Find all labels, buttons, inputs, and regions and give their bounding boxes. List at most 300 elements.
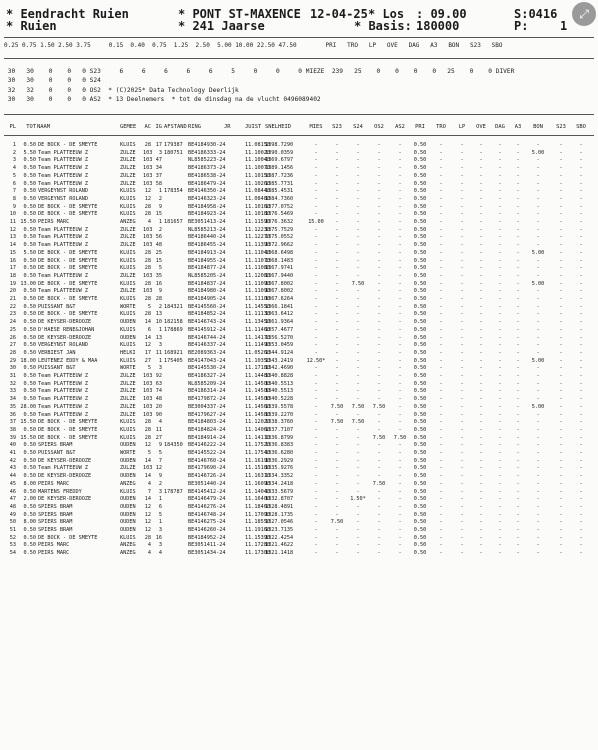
- cell-ove: -: [479, 249, 483, 256]
- cell-tot: 0.50: [23, 203, 36, 210]
- cell-mies: -: [314, 511, 318, 518]
- cell-pl: 2: [12, 149, 16, 156]
- cell-sbo: -: [579, 157, 583, 164]
- cell-pri: 0.50: [413, 288, 427, 295]
- cell-s24: -: [356, 296, 360, 302]
- cell-pri: 0.50: [413, 342, 427, 349]
- cell-uur: 11.11490: [245, 342, 270, 349]
- cell-dag: -: [498, 511, 502, 518]
- cell-gem: ZULZE: [120, 465, 136, 472]
- cell-tro: -: [439, 550, 443, 557]
- cell-snel: 1357.4677: [265, 326, 294, 333]
- cell-s24: -: [356, 373, 360, 379]
- table-row: [0, 365, 598, 373]
- cell-a3: -: [516, 280, 520, 287]
- cell-sbo: -: [579, 450, 583, 456]
- cell-ac: 103: [143, 157, 153, 164]
- cell-s23b: -: [559, 157, 563, 164]
- cell-pl: 54: [9, 550, 16, 557]
- cell-pri: 0.50: [413, 311, 427, 318]
- cell-snel: 1376.3632: [265, 219, 294, 225]
- table-row: [0, 327, 598, 335]
- cell-gem: KLUIS: [120, 426, 136, 433]
- cell-s23: 7.50: [330, 519, 344, 526]
- cell-mies: -: [314, 195, 318, 202]
- cell-tot: 5.50: [23, 249, 36, 256]
- cell-mies: 12.50*: [306, 357, 326, 364]
- cell-sbo: -: [579, 442, 583, 449]
- cell-s24: -: [356, 426, 360, 433]
- cell-bon: -: [536, 419, 540, 426]
- cell-ig: 92: [155, 373, 162, 379]
- cell-sbo: -: [579, 519, 583, 526]
- cell-mies: -: [314, 242, 318, 249]
- cell-afst: 182158: [164, 319, 183, 326]
- cell-tot: 15.50: [20, 434, 36, 441]
- cell-ring: BE3051440-24: [188, 480, 226, 487]
- cell-tro: -: [439, 388, 443, 395]
- cell-as2: -: [398, 396, 402, 403]
- cell-pl: 13: [9, 234, 16, 241]
- cell-tot: 0.50: [23, 180, 36, 187]
- cell-dag: -: [498, 149, 502, 156]
- cell-uur: 11.11040: [245, 249, 270, 256]
- cell-as2: -: [398, 349, 402, 356]
- table-row: [0, 489, 598, 497]
- cell-uur: 11.16090: [245, 480, 270, 487]
- cell-tro: -: [439, 450, 443, 456]
- cell-snel: 1321.1418: [265, 550, 294, 557]
- cell-os2: -: [377, 265, 381, 272]
- cell-lp: -: [460, 257, 464, 264]
- cell-ig: 63: [155, 380, 162, 387]
- cell-os2: -: [377, 542, 381, 549]
- cell-name: DE KEYSER-DEROOZE: [38, 496, 92, 503]
- cell-snel: 1340.5513: [265, 380, 294, 387]
- cell-os2: -: [377, 180, 381, 187]
- table-row: [0, 542, 598, 550]
- cell-ac: 28: [144, 296, 151, 302]
- cell-gem: OUDEN: [120, 473, 136, 480]
- cell-snel: 1375.7529: [265, 226, 294, 233]
- cell-ig: 3: [158, 365, 162, 372]
- cell-os2: -: [377, 380, 381, 387]
- cell-os2: -: [377, 527, 381, 533]
- cell-s23: -: [335, 242, 339, 249]
- cell-name: VERGEYNST ROLAND: [38, 195, 88, 202]
- cell-mies: -: [314, 388, 318, 395]
- cell-tro: -: [439, 473, 443, 480]
- cell-ring: BE4146275-24: [188, 519, 226, 526]
- table-row: [0, 535, 598, 543]
- cell-name: DE BOCK - DE SMEYTE: [38, 211, 98, 218]
- cell-gem: ZULZE: [120, 234, 136, 241]
- cell-ig: 10: [155, 319, 162, 326]
- cell-lp: -: [460, 534, 464, 541]
- cell-tot: 0.50: [23, 542, 36, 549]
- cell-gem: KLUIS: [120, 195, 136, 202]
- cell-ring: BE4146337-24: [188, 342, 226, 349]
- cell-os2: -: [377, 172, 381, 179]
- table-row: [0, 381, 598, 389]
- cell-os2: -: [377, 503, 381, 510]
- cell-dag: -: [498, 419, 502, 426]
- cell-s23b: -: [559, 349, 563, 356]
- expand-control-icon[interactable]: ⤢: [572, 2, 596, 26]
- cell-s24: -: [356, 195, 360, 202]
- cell-ring: BE4186479-24: [188, 180, 226, 187]
- cell-name: Team PLATTEEUW Z: [38, 172, 88, 179]
- cell-mies: -: [314, 226, 318, 233]
- cell-as2: -: [398, 272, 402, 279]
- cell-a3: -: [516, 365, 520, 372]
- cell-os2: -: [377, 219, 381, 225]
- cell-s23: -: [335, 503, 339, 510]
- cell-pl: 25: [9, 326, 16, 333]
- cell-tro: -: [439, 380, 443, 387]
- cell-sbo: -: [579, 334, 583, 341]
- cell-lp: -: [460, 296, 464, 302]
- cell-bon: -: [536, 326, 540, 333]
- cell-snel: 1368.1483: [265, 257, 294, 264]
- cell-bon: -: [536, 411, 540, 418]
- cell-a3: -: [516, 334, 520, 341]
- cell-name: DE BOCK - DE SMEYTE: [38, 203, 98, 210]
- cell-mies: -: [314, 311, 318, 318]
- cell-ring: BE4186373-24: [188, 165, 226, 172]
- table-row: [0, 412, 598, 420]
- cell-s23: -: [335, 280, 339, 287]
- cell-sbo: -: [579, 172, 583, 179]
- cell-s23b: -: [559, 172, 563, 179]
- cell-as2: -: [398, 342, 402, 349]
- cell-a3: -: [516, 357, 520, 364]
- col-pri: PRI: [415, 124, 425, 130]
- cell-os2: -: [377, 249, 381, 256]
- cell-uur: 11.17090: [245, 511, 270, 518]
- cell-tot: 0.50: [23, 550, 36, 557]
- cell-sbo: -: [579, 365, 583, 372]
- cell-ac: 103: [143, 288, 153, 295]
- cell-ig: 2: [158, 480, 162, 487]
- cell-s23b: -: [559, 457, 563, 464]
- cell-a3: -: [516, 419, 520, 426]
- cell-tro: -: [439, 280, 443, 287]
- table-row: [0, 358, 598, 366]
- cell-s23: -: [335, 180, 339, 187]
- cell-ring: BE4184952-24: [188, 534, 226, 541]
- cell-sbo: -: [579, 195, 583, 202]
- cell-a3: -: [516, 219, 520, 225]
- cell-gem: KLUIS: [120, 211, 136, 218]
- cell-uur: 11.16310: [245, 473, 270, 480]
- cell-s23b: -: [559, 149, 563, 156]
- cell-uur: 11.12020: [245, 419, 270, 426]
- cell-tro: -: [439, 365, 443, 372]
- cell-lp: -: [460, 503, 464, 510]
- cell-bon: -: [536, 319, 540, 326]
- cell-tot: 0.50: [23, 211, 36, 218]
- cell-os2: -: [377, 303, 381, 310]
- cell-snel: 1340.5513: [265, 388, 294, 395]
- cell-a3: -: [516, 303, 520, 310]
- cell-gem: KLUIS: [120, 188, 136, 195]
- cell-s24: 7.50: [351, 403, 365, 410]
- cell-pri: 0.50: [413, 180, 427, 187]
- cell-lp: -: [460, 403, 464, 410]
- cell-ove: -: [479, 496, 483, 503]
- page-number: 1: [560, 19, 568, 33]
- cell-name: SPIERS BRAM: [38, 519, 73, 526]
- cell-lp: -: [460, 180, 464, 187]
- cell-sbo: -: [579, 411, 583, 418]
- cell-s24: -: [356, 488, 360, 495]
- cell-afst: 179387: [164, 142, 183, 148]
- cell-afst: 184321: [164, 303, 183, 310]
- cell-pl: 33: [9, 388, 16, 395]
- cell-ig: 48: [155, 396, 162, 403]
- cell-as2: -: [398, 488, 402, 495]
- cell-ig: 5: [158, 265, 162, 272]
- cell-name: PUISSANT B&T: [38, 365, 76, 372]
- cell-ac: 103: [143, 396, 153, 403]
- cell-gem: OUDEN: [120, 527, 136, 533]
- cell-ig: 58: [155, 180, 162, 187]
- cell-snel: 1343.2419: [265, 357, 294, 364]
- cell-uur: 11.11100: [245, 296, 270, 302]
- cell-uur: 11.11090: [245, 280, 270, 287]
- cell-gem: ZULZE: [120, 380, 136, 387]
- cell-s23b: -: [559, 195, 563, 202]
- cell-tro: -: [439, 419, 443, 426]
- table-row: [0, 157, 598, 165]
- table-row: [0, 504, 598, 512]
- cell-a3: -: [516, 373, 520, 379]
- cell-pri: 0.50: [413, 480, 427, 487]
- cell-tot: 0.50: [23, 265, 36, 272]
- basis-value: 180000: [416, 19, 460, 33]
- cell-pl: 42: [9, 457, 16, 464]
- col-mies: MIES: [309, 124, 323, 130]
- cell-ove: -: [479, 511, 483, 518]
- cell-s24: -: [356, 465, 360, 472]
- cell-ove: -: [479, 188, 483, 195]
- cell-s23b: -: [559, 426, 563, 433]
- cell-bon: -: [536, 165, 540, 172]
- cell-s24: -: [356, 542, 360, 549]
- cell-name: SPIERS BRAM: [38, 503, 73, 510]
- cell-s24: -: [356, 334, 360, 341]
- cell-ig: 1: [158, 219, 162, 225]
- table-row: [0, 335, 598, 343]
- cell-mies: -: [314, 419, 318, 426]
- cell-name: DE BOCK - DE SMEYTE: [38, 434, 98, 441]
- cell-pl: 48: [9, 503, 16, 510]
- cell-bon: -: [536, 272, 540, 279]
- cell-sbo: -: [579, 319, 583, 326]
- cell-os2: -: [377, 149, 381, 156]
- cell-os2: -: [377, 195, 381, 202]
- cell-gem: KLUIS: [120, 257, 136, 264]
- cell-ig: 35: [155, 272, 162, 279]
- cell-ac: 14: [144, 319, 151, 326]
- cell-as2: -: [398, 157, 402, 164]
- cell-as2: -: [398, 195, 402, 202]
- cell-ove: -: [479, 403, 483, 410]
- cell-ring: BE4146748-24: [188, 511, 226, 518]
- cell-s24: 7.50: [351, 419, 365, 426]
- cell-uur: 11.14040: [245, 488, 270, 495]
- cell-ig: 34: [155, 165, 162, 172]
- basis-label: * Basis:: [354, 19, 412, 33]
- cell-gem: ZULZE: [120, 172, 136, 179]
- cell-ring: BE4186440-24: [188, 234, 226, 241]
- cell-bon: -: [536, 373, 540, 379]
- cell-s23: -: [335, 165, 339, 172]
- col-dag: DAG: [495, 124, 505, 130]
- cell-ac: 103: [143, 180, 153, 187]
- cell-ac: 14: [144, 457, 151, 464]
- cell-s23b: -: [559, 219, 563, 225]
- cell-lp: -: [460, 442, 464, 449]
- cell-uur: 11.14560: [245, 403, 270, 410]
- cell-ig: 5: [158, 450, 162, 456]
- cell-gem: OUDEN: [120, 319, 136, 326]
- table-row: [0, 219, 598, 227]
- cell-a3: -: [516, 550, 520, 557]
- cell-ring: BE4147043-24: [188, 357, 226, 364]
- cell-uur: 11.14500: [245, 396, 270, 403]
- cell-bon: -: [536, 542, 540, 549]
- cell-gem: KLUIS: [120, 534, 136, 541]
- cell-as2: -: [398, 188, 402, 195]
- cell-pri: 0.50: [413, 396, 427, 403]
- cell-a3: -: [516, 534, 520, 541]
- cell-s24: -: [356, 457, 360, 464]
- cell-dag: -: [498, 296, 502, 302]
- cell-ove: -: [479, 434, 483, 441]
- cell-s24: -: [356, 203, 360, 210]
- cell-afst: 175405: [164, 357, 183, 364]
- cell-as2: -: [398, 296, 402, 302]
- cell-as2: -: [398, 519, 402, 526]
- cell-s23b: -: [559, 226, 563, 233]
- table-row: [0, 196, 598, 204]
- cell-pri: 0.50: [413, 365, 427, 372]
- cell-uur: 11.14110: [245, 434, 270, 441]
- cell-pl: 21: [9, 296, 16, 302]
- cell-sbo: -: [579, 303, 583, 310]
- cell-pl: 37: [9, 419, 16, 426]
- cell-gem: ZULZE: [120, 226, 136, 233]
- cell-dag: -: [498, 219, 502, 225]
- cell-tot: 0.50: [23, 380, 36, 387]
- cell-ove: -: [479, 280, 483, 287]
- cell-lp: -: [460, 426, 464, 433]
- cell-bon: -: [536, 434, 540, 441]
- cell-ig: 3: [158, 149, 162, 156]
- cell-pri: 0.50: [413, 442, 427, 449]
- cell-a3: -: [516, 296, 520, 302]
- cell-tot: 0.50: [23, 311, 36, 318]
- cell-ig: 16: [155, 280, 162, 287]
- cell-os2: -: [377, 457, 381, 464]
- cell-dag: -: [498, 249, 502, 256]
- cell-pri: 0.50: [413, 326, 427, 333]
- cell-name: DE KEYSER-DEROOZE: [38, 457, 92, 464]
- cell-s24: -: [356, 480, 360, 487]
- cell-mies: -: [314, 326, 318, 333]
- divider: [4, 114, 594, 115]
- cell-ac: 12: [144, 342, 151, 349]
- cell-os2: -: [377, 426, 381, 433]
- cell-s23b: -: [559, 511, 563, 518]
- cell-name: DE BOCK - DE SMEYTE: [38, 249, 98, 256]
- cell-tot: 0.50: [23, 426, 36, 433]
- cell-as2: -: [398, 311, 402, 318]
- cell-s23: -: [335, 542, 339, 549]
- cell-tro: -: [439, 396, 443, 403]
- cell-as2: -: [398, 172, 402, 179]
- cell-as2: -: [398, 542, 402, 549]
- cell-a3: -: [516, 473, 520, 480]
- cell-as2: -: [398, 334, 402, 341]
- cell-ac: 27: [144, 357, 151, 364]
- cell-sbo: -: [579, 188, 583, 195]
- cell-a3: -: [516, 519, 520, 526]
- cell-s23b: -: [559, 534, 563, 541]
- cell-s23: -: [335, 511, 339, 518]
- cell-tro: -: [439, 403, 443, 410]
- cell-s23b: -: [559, 165, 563, 172]
- cell-s23b: -: [559, 365, 563, 372]
- cell-uur: 11.10180: [245, 211, 270, 218]
- cell-snel: 1344.9124: [265, 349, 294, 356]
- cell-uur: 11.10160: [245, 203, 270, 210]
- cell-os2: -: [377, 419, 381, 426]
- cell-os2: -: [377, 450, 381, 456]
- cell-tro: -: [439, 442, 443, 449]
- cell-pri: 0.50: [413, 503, 427, 510]
- cell-ac: 12: [144, 511, 151, 518]
- cell-lp: -: [460, 211, 464, 218]
- cell-dag: -: [498, 450, 502, 456]
- cell-s23b: -: [559, 403, 563, 410]
- cell-os2: -: [377, 519, 381, 526]
- col-snel: SNELHEID: [265, 124, 291, 130]
- cell-dag: -: [498, 496, 502, 503]
- divider: [4, 135, 594, 136]
- cell-ring: BE4186538-24: [188, 172, 226, 179]
- cell-tro: -: [439, 311, 443, 318]
- cell-tot: 15.50: [20, 219, 36, 225]
- cell-mies: -: [314, 234, 318, 241]
- cell-bon: -: [536, 311, 540, 318]
- cell-s23b: -: [559, 388, 563, 395]
- cell-tot: 0.50: [23, 142, 36, 148]
- cell-ig: 2: [158, 195, 162, 202]
- cell-uur: 11.08480: [245, 195, 270, 202]
- cell-a3: -: [516, 442, 520, 449]
- cell-ove: -: [479, 365, 483, 372]
- cell-lp: -: [460, 465, 464, 472]
- cell-snel: 1367.9741: [265, 265, 294, 272]
- cell-uur: 11.14480: [245, 373, 270, 379]
- cell-snel: 1342.4690: [265, 365, 294, 372]
- cell-ove: -: [479, 257, 483, 264]
- cell-ac: 103: [143, 226, 153, 233]
- cell-ring: BE4145912-24: [188, 326, 226, 333]
